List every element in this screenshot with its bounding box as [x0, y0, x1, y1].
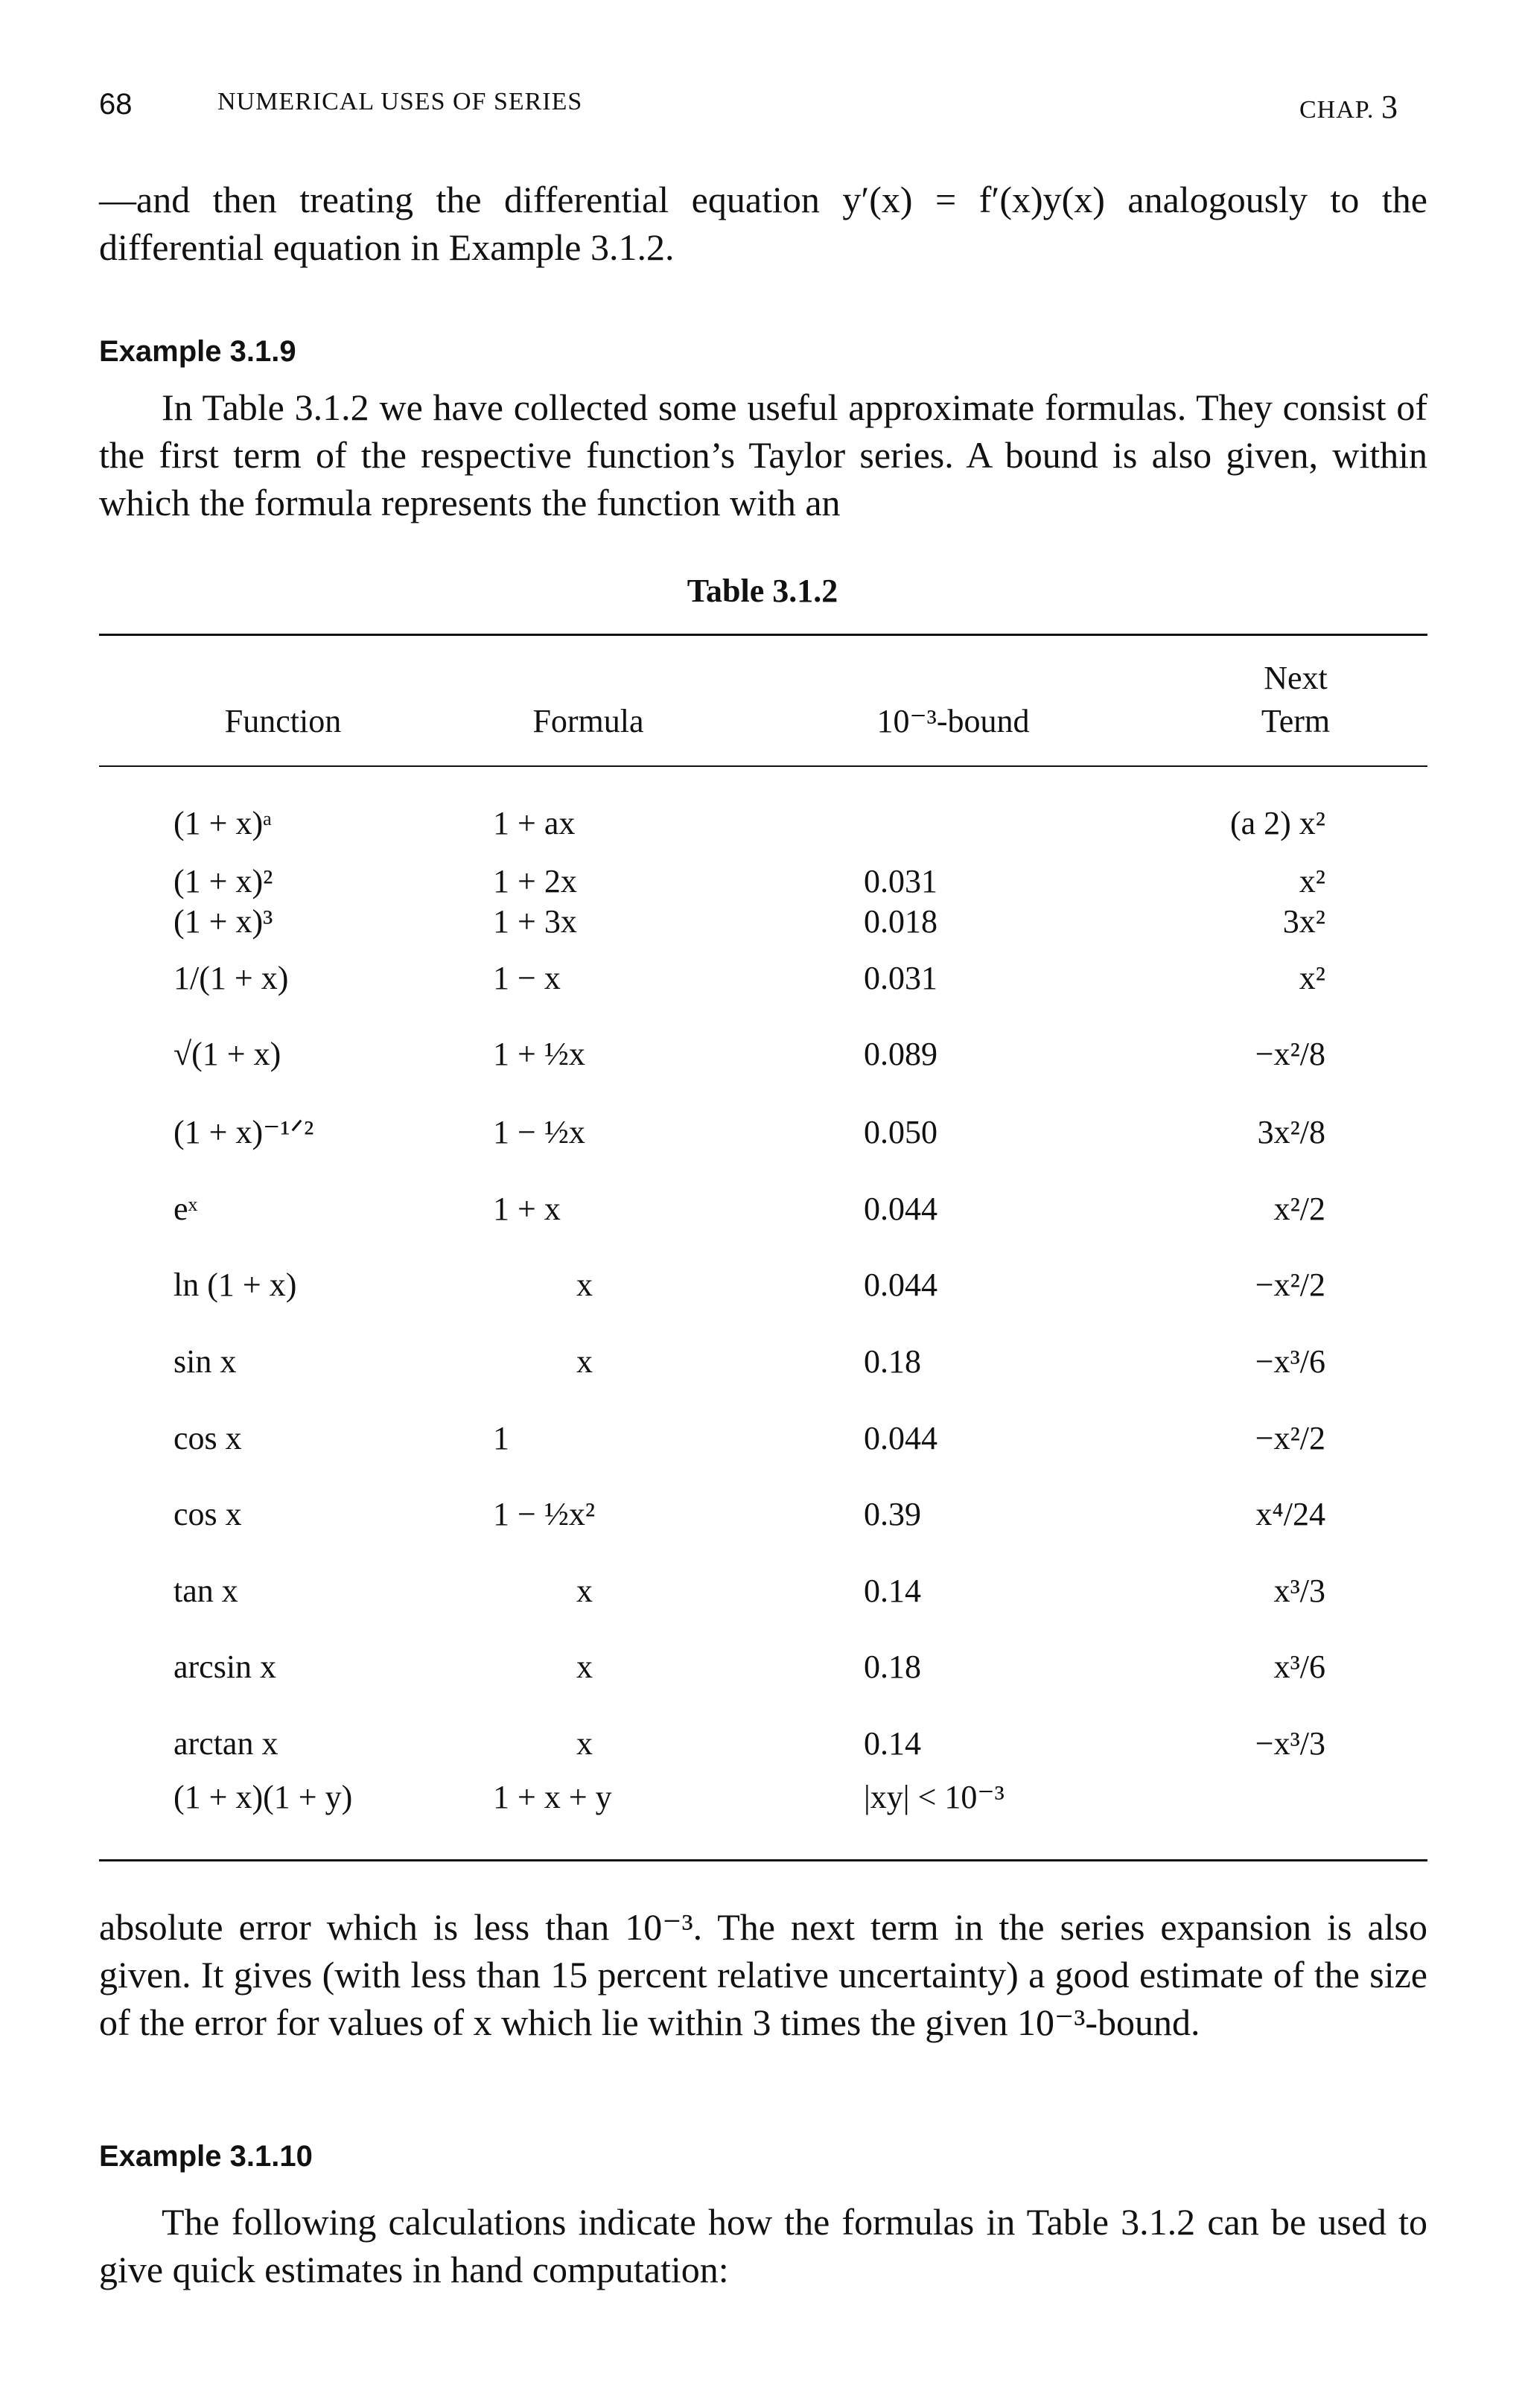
cell-bound: 0.044	[864, 1420, 937, 1456]
column-header-next-term	[1221, 657, 1370, 743]
table-row	[0, 1778, 1525, 1823]
cell-function: arcsin x	[173, 1649, 277, 1685]
cell-bound: 0.39	[864, 1496, 921, 1532]
table-row	[0, 1266, 1525, 1310]
table-row	[0, 1190, 1525, 1235]
cell-function: √(1 + x)	[173, 1036, 281, 1072]
example-paragraph-2: The following calculations indicate how the formulas in Table 3.1.2 can be used to give quick estimates in hand computation:	[99, 2201, 1427, 2290]
cell-bound: 0.050	[864, 1114, 937, 1150]
cell-function: eˣ	[173, 1191, 198, 1227]
cell-formula: 1 − x	[493, 960, 561, 996]
table-header-rule	[99, 765, 1427, 767]
cell-bound: 0.031	[864, 960, 937, 996]
cell-function: cos x	[173, 1496, 242, 1532]
cell-bound: 0.018	[864, 903, 937, 940]
table-row	[0, 1495, 1525, 1540]
next-term-header-line1: Next	[1264, 660, 1328, 696]
table-row	[0, 959, 1525, 1004]
example-heading-2: Example 3.1.10	[99, 2140, 313, 2173]
table-top-rule	[99, 634, 1427, 636]
cell-next-term: 3x²/8	[1257, 1114, 1325, 1150]
cell-function: cos x	[173, 1420, 242, 1456]
cell-function: (1 + x)²	[173, 863, 273, 899]
cell-formula: 1 + ½x	[493, 1036, 585, 1072]
table-row	[0, 1419, 1525, 1464]
cell-next-term: 3x²	[1282, 903, 1325, 940]
cell-next-term: x⁴/24	[1255, 1496, 1325, 1532]
table-row	[0, 804, 1525, 849]
cell-formula: 1 + 2x	[493, 863, 577, 899]
cell-next-term: (a 2) x²	[1229, 805, 1325, 841]
column-header-bound: 10⁻³-bound	[876, 703, 1030, 739]
cell-formula: 1 − ½x	[493, 1114, 585, 1150]
cell-formula: 1	[493, 1420, 509, 1456]
cell-function: (1 + x)(1 + y)	[173, 1779, 353, 1815]
example-paragraph: In Table 3.1.2 we have collected some useful approximate formulas. They consist of the first term of the respective function’s Taylor series. A bound is also given, within which the formula represents the function with an	[99, 386, 1427, 523]
cell-formula: 1 + ax	[493, 805, 576, 841]
cell-formula: 1 − ½x²	[493, 1496, 596, 1532]
cell-bound: 0.14	[864, 1725, 921, 1762]
cell-bound: 0.18	[864, 1343, 921, 1380]
column-header-formula: Formula	[532, 703, 644, 739]
cell-next-term: x²	[1299, 960, 1325, 996]
cell-formula: x	[576, 1343, 593, 1380]
running-title: NUMERICAL USES OF SERIES	[217, 88, 583, 115]
cell-bound: 0.044	[864, 1267, 937, 1303]
chapter-number: 3	[1381, 89, 1398, 125]
cell-bound: 0.14	[864, 1573, 921, 1609]
cell-next-term: x²/2	[1273, 1191, 1325, 1227]
table-bottom-rule	[99, 1859, 1427, 1861]
cell-formula: 1 + 3x	[493, 903, 577, 940]
cell-bound: 0.031	[864, 863, 937, 899]
cell-next-term: −x²/2	[1255, 1267, 1325, 1303]
example-heading: Example 3.1.9	[99, 335, 296, 368]
table-row	[0, 1572, 1525, 1617]
cell-function: arctan x	[173, 1725, 278, 1762]
chapter-label: CHAP.	[1299, 96, 1375, 124]
cell-function: (1 + x)⁻¹ᐟ²	[173, 1114, 314, 1150]
chapter-indicator	[1299, 88, 1398, 126]
table-row	[0, 1648, 1525, 1692]
cell-bound: |xy| < 10⁻³	[864, 1779, 1005, 1815]
cell-next-term: x²	[1299, 863, 1325, 899]
next-term-header-line2: Term	[1261, 703, 1331, 739]
after-table-paragraph: absolute error which is less than 10⁻³. The next term in the series expansion is also given. It gives (with less than 15 percent relative uncertainty) a good estimate of the size of the error for values of x which lie within 3 times the given 10⁻³-bound.	[99, 1906, 1427, 2043]
cell-next-term: x³/3	[1273, 1573, 1325, 1609]
column-header-function: Function	[224, 703, 342, 739]
cell-bound: 0.18	[864, 1649, 921, 1685]
cell-bound: 0.044	[864, 1191, 937, 1227]
table-row	[0, 1342, 1525, 1387]
cell-formula: x	[576, 1573, 593, 1609]
cell-formula: x	[576, 1725, 593, 1762]
cell-function: ln (1 + x)	[173, 1267, 297, 1303]
cell-function: tan x	[173, 1573, 238, 1609]
cell-function: sin x	[173, 1343, 237, 1380]
cell-formula: 1 + x + y	[493, 1779, 612, 1815]
cell-formula: x	[576, 1267, 593, 1303]
cell-function: 1/(1 + x)	[173, 960, 289, 996]
table-row	[0, 862, 1525, 907]
table-row	[0, 1724, 1525, 1769]
table-row	[0, 1035, 1525, 1080]
cell-next-term: −x²/8	[1255, 1036, 1325, 1072]
page-number: 68	[99, 88, 133, 121]
cell-formula: 1 + x	[493, 1191, 561, 1227]
intro-paragraph: —and then treating the differential equation y′(x) = f′(x)y(x) analogously to the differential equation in Example 3.1.2.	[99, 179, 1427, 268]
cell-next-term: −x³/6	[1255, 1343, 1325, 1380]
cell-function: (1 + x)ᵃ	[173, 805, 273, 841]
cell-next-term: −x³/3	[1255, 1725, 1325, 1762]
table-row	[0, 1113, 1525, 1158]
cell-function: (1 + x)³	[173, 903, 273, 940]
cell-next-term: −x²/2	[1255, 1420, 1325, 1456]
table-caption: Table 3.1.2	[687, 573, 838, 609]
cell-formula: x	[576, 1649, 593, 1685]
table-row	[0, 902, 1525, 947]
cell-next-term: x³/6	[1273, 1649, 1325, 1685]
cell-bound: 0.089	[864, 1036, 937, 1072]
